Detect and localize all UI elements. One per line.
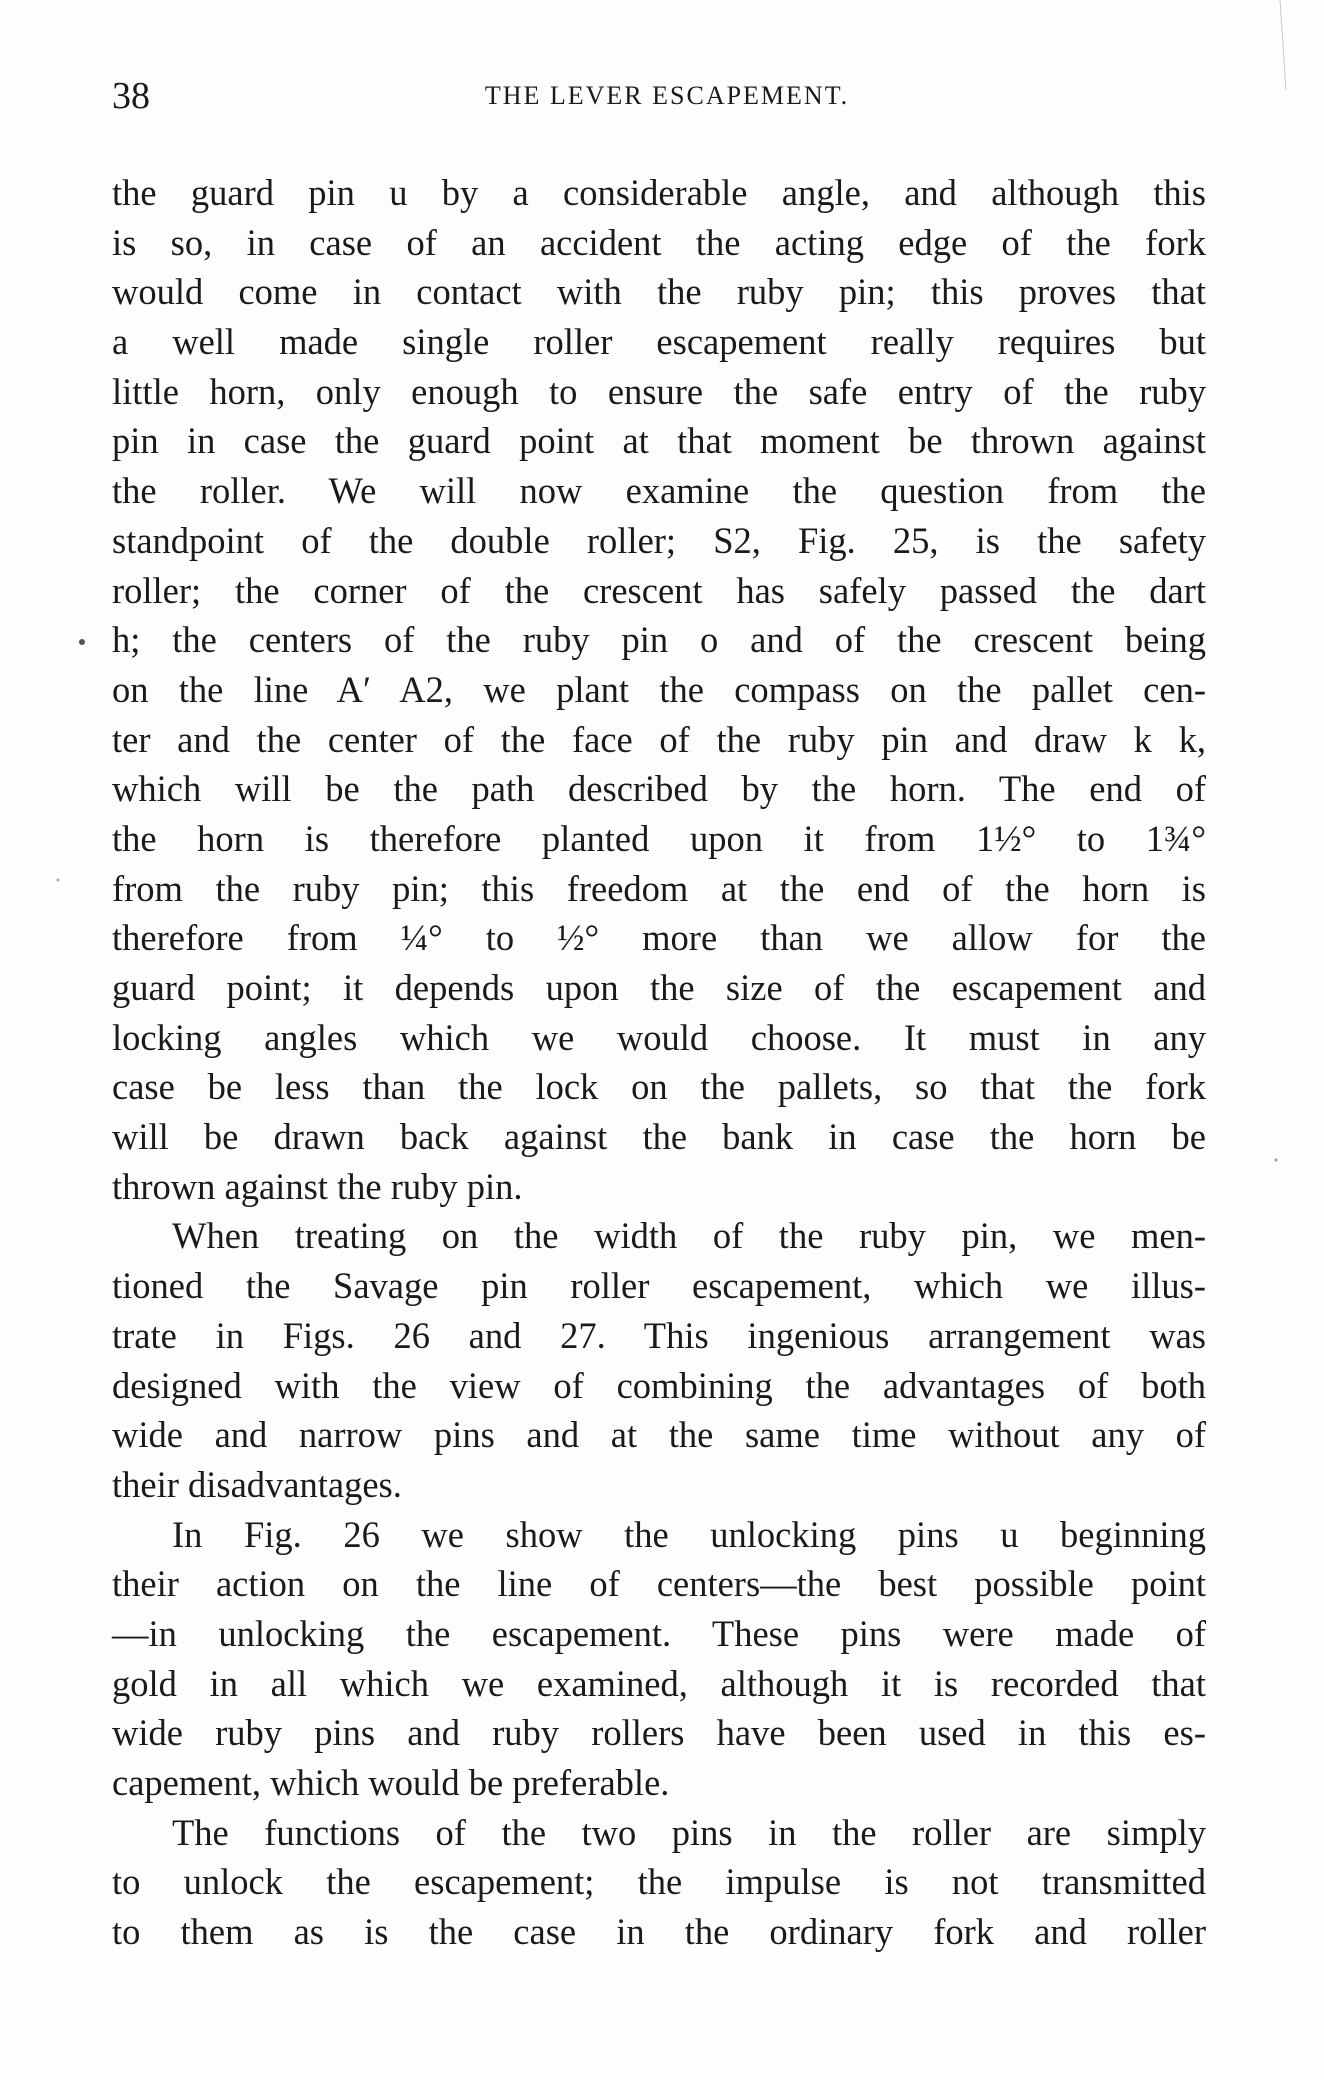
text-line: is so, in case of an accident the acting edge of the fork bbox=[112, 221, 1206, 263]
text-line: little horn, only enough to ensure the safe entry of the ruby bbox=[112, 370, 1206, 412]
scan-margin-line bbox=[1280, 0, 1286, 90]
text-line: would come in contact with the ruby pin; this proves that bbox=[112, 271, 1206, 313]
text-line: In Fig. 26 we show the unlocking pins u beginning bbox=[172, 1513, 1206, 1555]
text-line: ter and the center of the face of the ruby pin and draw k k, bbox=[112, 718, 1206, 760]
text-line: their disadvantages. bbox=[112, 1463, 402, 1505]
text-line: pin in case the guard point at that moment be thrown against bbox=[112, 420, 1206, 462]
text-line: capement, which would be preferable. bbox=[112, 1762, 670, 1803]
scan-speck bbox=[79, 639, 85, 645]
text-line: on the line A′ A2, we plant the compass on the pallet cen- bbox=[112, 668, 1206, 710]
body-text bbox=[112, 168, 1206, 1957]
text-line: the guard pin u by a considerable angle, and although this bbox=[112, 172, 1206, 213]
text-line: designed with the view of combining the advantages of both bbox=[112, 1364, 1206, 1406]
text-line: The functions of the two pins in the roller are simply bbox=[172, 1811, 1206, 1853]
text-line: locking angles which we would choose. It must in any bbox=[112, 1016, 1206, 1058]
text-line: a well made single roller escapement really requires but bbox=[112, 321, 1206, 363]
text-line: therefore from ¼° to ½° more than we allow for the bbox=[112, 917, 1206, 959]
text-line: roller; the corner of the crescent has safely passed the dart bbox=[112, 569, 1206, 611]
text-line: to them as is the case in the ordinary fork and roller bbox=[112, 1911, 1206, 1953]
text-line: to unlock the escapement; the impulse is not transmitted bbox=[112, 1861, 1206, 1903]
running-head: THE LEVER ESCAPEMENT. bbox=[484, 81, 850, 110]
text-line: from the ruby pin; this freedom at the end of the horn is bbox=[112, 867, 1206, 909]
text-line: tioned the Savage pin roller escapement, which we illus- bbox=[112, 1265, 1206, 1307]
scan-speck bbox=[57, 879, 60, 882]
text-line: —in unlocking the escapement. These pins were made of bbox=[112, 1612, 1206, 1654]
text-line: their action on the line of centers—the best possible point bbox=[112, 1563, 1206, 1605]
text-line: will be drawn back against the bank in case the horn be bbox=[112, 1116, 1206, 1158]
text-line: When treating on the width of the ruby pin, we men- bbox=[172, 1215, 1206, 1257]
text-line: standpoint of the double roller; S2, Fig. 25, is the safety bbox=[112, 519, 1206, 561]
text-line: the roller. We will now examine the question from the bbox=[112, 470, 1206, 512]
text-line: wide and narrow pins and at the same time without any of bbox=[112, 1414, 1206, 1456]
text-line: gold in all which we examined, although it is recorded that bbox=[112, 1662, 1206, 1704]
page-number: 38 bbox=[112, 75, 150, 117]
text-line: the horn is therefore planted upon it from 1½° to 1¾° bbox=[112, 817, 1206, 859]
page-header bbox=[112, 66, 1222, 126]
text-line: thrown against the ruby pin. bbox=[112, 1165, 523, 1207]
text-line: wide ruby pins and ruby rollers have been used in this es- bbox=[112, 1712, 1206, 1754]
text-line: case be less than the lock on the pallets, so that the fork bbox=[112, 1066, 1206, 1108]
text-line: h; the centers of the ruby pin o and of the crescent being bbox=[112, 619, 1206, 661]
text-line: which will be the path described by the horn. The end of bbox=[112, 768, 1206, 810]
scan-speck bbox=[1275, 1159, 1278, 1162]
text-line: guard point; it depends upon the size of the escapement and bbox=[112, 967, 1206, 1008]
text-line: trate in Figs. 26 and 27. This ingenious arrangement was bbox=[112, 1314, 1206, 1356]
